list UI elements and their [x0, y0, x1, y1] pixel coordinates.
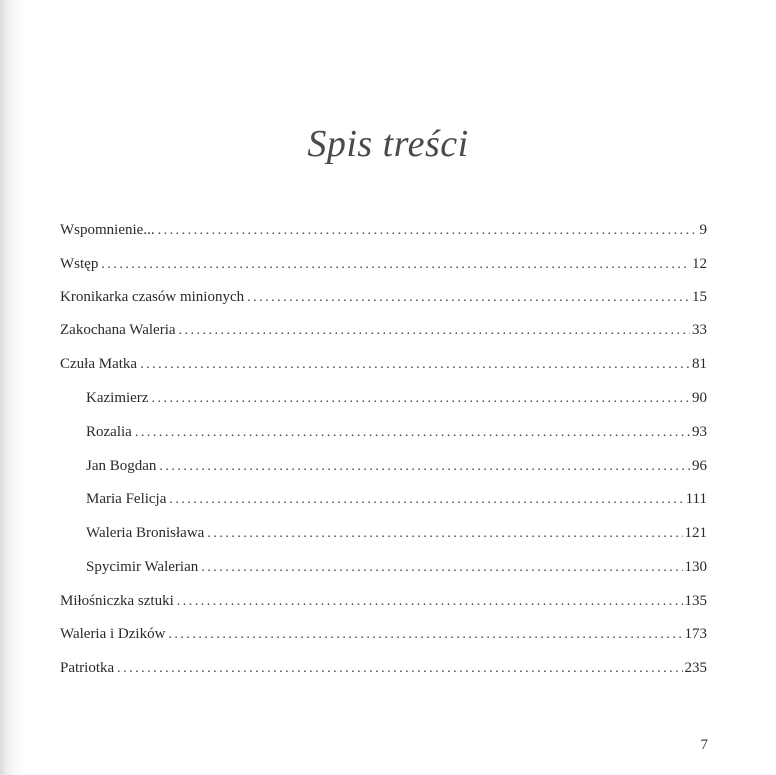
toc-entry-page: 9 — [699, 222, 707, 238]
dot-leader — [159, 455, 690, 477]
dot-leader — [207, 522, 682, 544]
toc-entry-page: 173 — [684, 626, 707, 642]
toc-entry-page: 235 — [684, 660, 707, 676]
toc-subentry — [86, 488, 707, 510]
toc-entry-page: 135 — [684, 593, 707, 609]
dot-leader — [169, 488, 683, 510]
toc-entry — [60, 319, 707, 341]
toc-entry — [60, 286, 707, 308]
toc-subentry — [86, 421, 707, 443]
toc-entry — [60, 590, 707, 612]
toc-entry-label: Maria Felicja — [86, 491, 167, 507]
toc-entry — [60, 253, 707, 275]
toc-entry-label: Wstęp — [60, 256, 99, 272]
toc-entry-page: 96 — [692, 458, 707, 474]
dot-leader — [117, 657, 682, 679]
page-number: 7 — [700, 737, 708, 753]
toc-entry-page: 93 — [692, 424, 707, 440]
toc-entry-label: Waleria Bronisława — [86, 525, 205, 541]
toc-subentry — [86, 522, 707, 544]
toc-subentry — [86, 455, 707, 477]
toc-entry-label: Rozalia — [86, 424, 132, 440]
toc-subentry — [86, 556, 707, 578]
toc-entry — [60, 353, 707, 375]
toc-entry-label: Kronikarka czasów minionych — [60, 289, 245, 305]
dot-leader — [151, 387, 690, 409]
toc-entry-page: 33 — [692, 322, 707, 338]
toc-entry-page: 81 — [692, 356, 707, 372]
toc-entry-page: 90 — [692, 390, 707, 406]
toc-entry — [60, 657, 707, 679]
toc-entry-label: Spycimir Walerian — [86, 559, 199, 575]
dot-leader — [201, 556, 682, 578]
dot-leader — [135, 421, 690, 443]
dot-leader — [168, 623, 682, 645]
dot-leader — [179, 319, 690, 341]
dot-leader — [101, 253, 690, 275]
dot-leader — [177, 590, 683, 612]
toc-subentry — [86, 387, 707, 409]
toc-entry-page: 15 — [692, 289, 707, 305]
toc-entry-label: Czuła Matka — [60, 356, 138, 372]
toc-entry-label: Wspomnienie... — [60, 222, 155, 238]
page-title: Spis treści — [307, 123, 469, 165]
dot-leader — [140, 353, 690, 375]
toc-entry-label: Kazimierz — [86, 390, 149, 406]
toc-entry-label: Patriotka — [60, 660, 115, 676]
toc-entry — [60, 623, 707, 645]
toc-entry-page: 121 — [684, 525, 707, 541]
toc-entry-page: 111 — [685, 491, 707, 507]
toc-entry-page: 12 — [692, 256, 707, 272]
toc-entry — [60, 219, 707, 241]
toc-entry-label: Waleria i Dzików — [60, 626, 166, 642]
dot-leader — [158, 219, 698, 241]
toc-entry-page: 130 — [684, 559, 707, 575]
toc-entry-label: Zakochana Waleria — [60, 322, 176, 338]
toc-entry-label: Jan Bogdan — [86, 458, 157, 474]
dot-leader — [247, 286, 690, 308]
toc-entry-label: Miłośniczka sztuki — [60, 593, 174, 609]
